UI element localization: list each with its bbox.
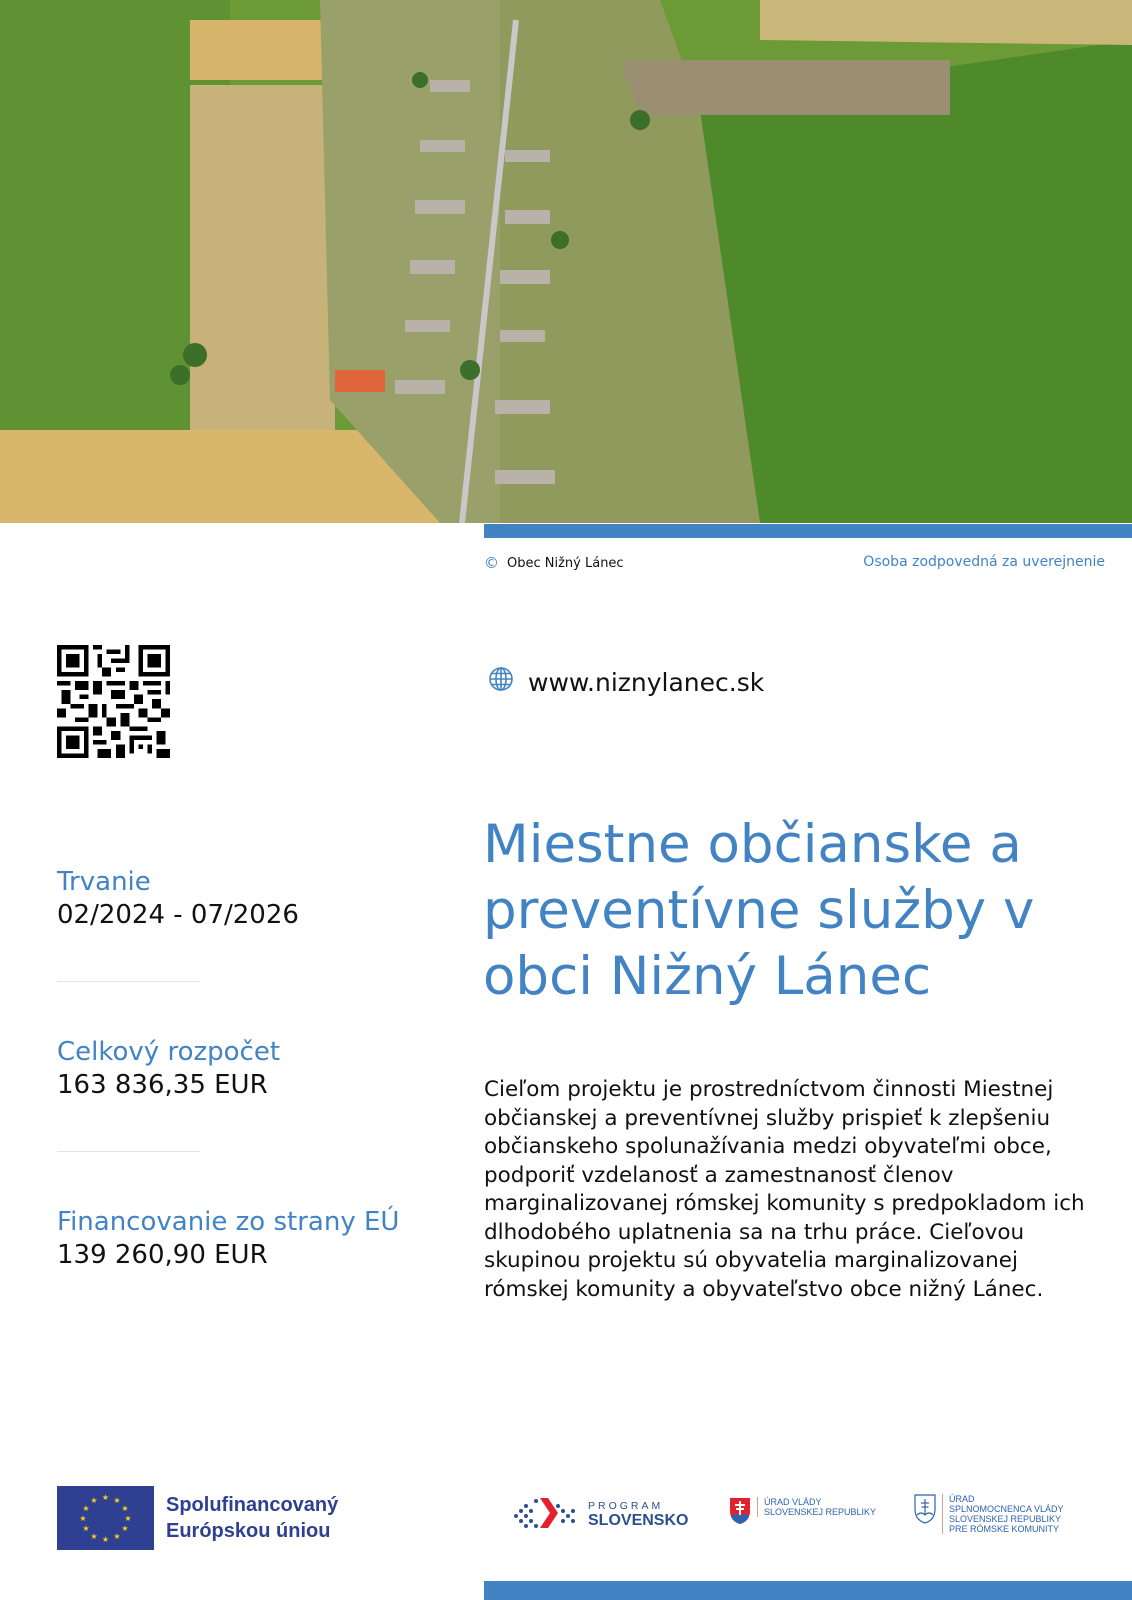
eu-cofunded-logo [57, 1486, 338, 1550]
svg-text:★: ★ [101, 1535, 110, 1544]
urad-vlady-line2: SLOVENSKEJ REPUBLIKY [764, 1507, 877, 1517]
divider [57, 1151, 200, 1152]
svg-text:★: ★ [90, 1496, 98, 1505]
divider [57, 981, 200, 982]
project-description: Cieľom projektu je prostredníctvom činnosti Miestnej občianskej a preventívnej služby prispieť k zlepšeniu občianskeho spolunažívania medzi obyvateľmi obce, podporiť vzdelanosť a zamestnanosť členov marginalizovanej rómskej komunity s predpokladom ich dlhodobého uplatnenia sa na trhu práce. Cieľovou skupinou projektu sú obyvatelia marginalizovanej rómskej komunity a obyvateľstvo obce nižný Lánec. [484, 1077, 1085, 1302]
meta-total-budget [57, 1036, 437, 1102]
program-slovensko-logo [510, 1494, 688, 1536]
program-label: PROGRAM [588, 1500, 664, 1512]
eu-flag-icon [57, 1486, 154, 1550]
urad-vlady-line1: ÚRAD VLÁDY [764, 1497, 822, 1507]
total-budget-label: Celkový rozpočet [57, 1037, 281, 1067]
program-slovensko-icon [510, 1494, 580, 1536]
eu-logo-line1: Spolufinancovaný [166, 1494, 339, 1516]
svg-text:★: ★ [79, 1514, 87, 1523]
eu-funding-label: Financovanie zo strany EÚ [57, 1207, 400, 1237]
svg-text:★: ★ [113, 1496, 121, 1505]
urad-vlady-logo [729, 1497, 876, 1529]
copyright-icon: © [484, 554, 499, 572]
qr-code [57, 645, 170, 758]
photo-credit-text: Obec Nižný Lánec [507, 555, 624, 571]
eu-logo-line2: Európskou úniou [166, 1520, 331, 1542]
accent-bar-top [484, 524, 1132, 538]
duration-label: Trvanie [57, 867, 151, 897]
hero-photo [0, 0, 1132, 523]
accent-bar-bottom [484, 1581, 1132, 1600]
shield-outline-icon [914, 1494, 936, 1528]
duration-value: 02/2024 - 07/2026 [57, 900, 299, 930]
splnomocnenec-logo [914, 1494, 1064, 1534]
slovensko-label: SLOVENSKO [588, 1512, 689, 1529]
svg-text:★: ★ [90, 1532, 98, 1541]
responsible-person-label: Osoba zodpovedná za uverejnenie [863, 554, 1105, 570]
splnomocnenec-line3: SLOVENSKEJ REPUBLIKY [949, 1514, 1062, 1524]
svg-text:★: ★ [124, 1514, 132, 1523]
slovak-coat-of-arms-icon [729, 1497, 751, 1529]
svg-text:★: ★ [82, 1504, 90, 1513]
svg-text:★: ★ [101, 1493, 110, 1502]
project-title: Miestne občianske a preventívne služby v obci Nižný Lánec [483, 814, 1035, 1007]
svg-text:★: ★ [82, 1524, 90, 1533]
photo-credit [484, 554, 624, 572]
svg-text:★: ★ [113, 1532, 121, 1541]
globe-icon [488, 666, 514, 698]
meta-duration [57, 866, 437, 932]
meta-eu-funding [57, 1206, 437, 1272]
splnomocnenec-line2: SPLNOMOCNENCA VLÁDY [949, 1504, 1064, 1514]
splnomocnenec-line4: PRE RÓMSKE KOMUNITY [949, 1524, 1060, 1534]
eu-funding-value: 139 260,90 EUR [57, 1240, 268, 1270]
splnomocnenec-line1: ÚRAD [949, 1494, 975, 1504]
website-url[interactable]: www.niznylanec.sk [528, 667, 765, 697]
svg-text:★: ★ [121, 1524, 129, 1533]
svg-text:★: ★ [121, 1504, 129, 1513]
total-budget-value: 163 836,35 EUR [57, 1070, 268, 1100]
website-link[interactable] [488, 666, 764, 698]
